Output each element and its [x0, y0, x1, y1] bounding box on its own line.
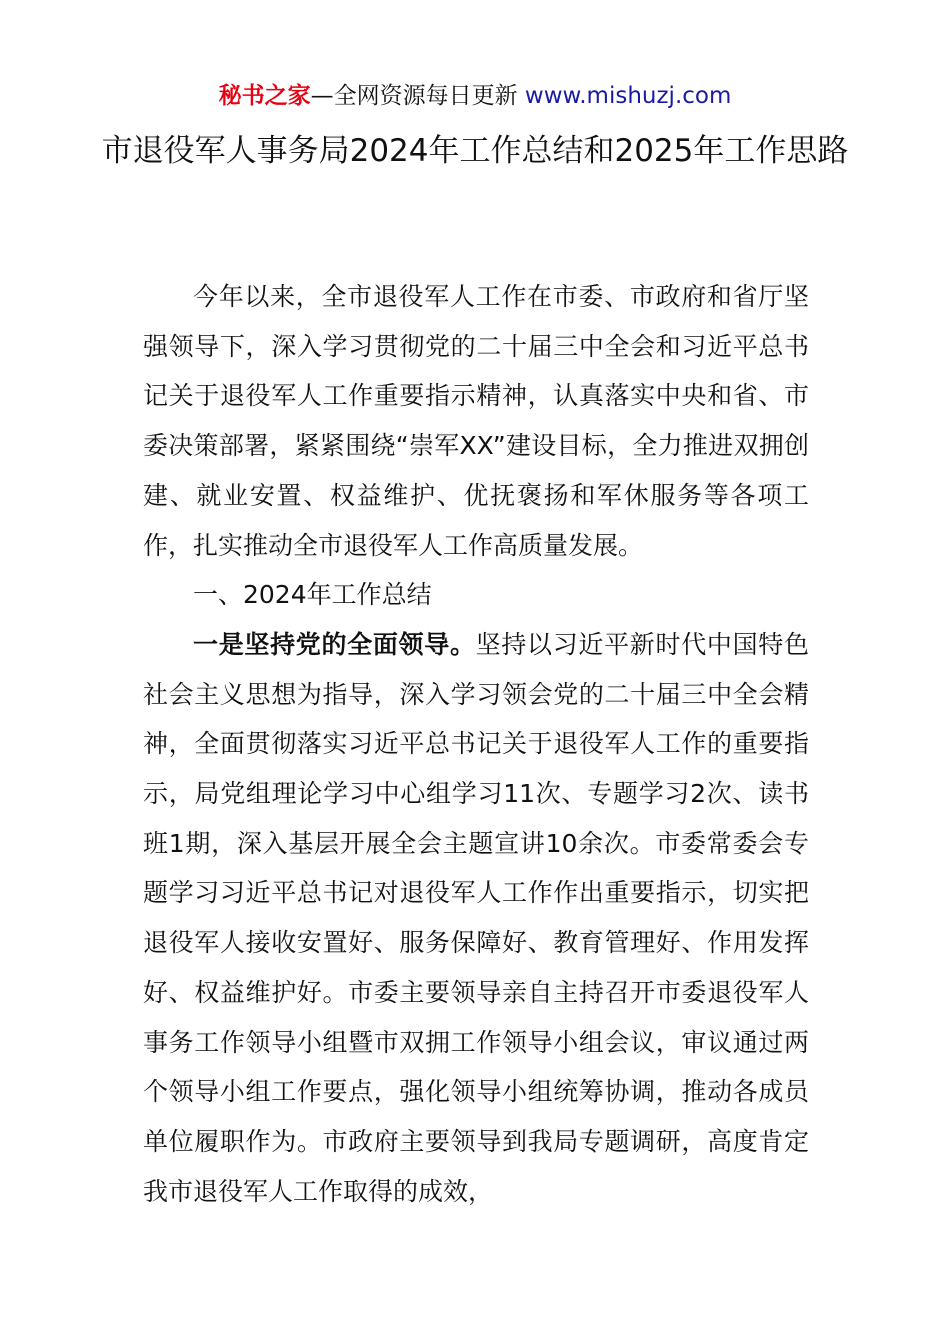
brand-name: 秘书之家 [218, 83, 311, 109]
point-paragraph [143, 620, 809, 1216]
document-body [143, 272, 809, 1216]
header-url[interactable]: www.mishuzj.com [524, 83, 732, 109]
point-text: 坚持以习近平新时代中国特色社会主义思想为指导，深入学习领会党的二十届三中全会精神，全面贯彻落实习近平总书记关于退役军人工作的重要指示，局党组理论学习中心组学习11次、专题学习2次、读书班1期，深入基层开展全会主题宣讲10余次。市委常委会专题学习习近平总书记对退役军人工作作出重要指示，切实把退役军人接收安置好、服务保障好、教育管理好、作用发挥好、权益维护好。市委主要领导亲自主持召开市委退役军人事务工作领导小组暨市双拥工作领导小组会议，审议通过两个领导小组工作要点，强化领导小组统筹协调，推动各成员单位履职作为。市政府主要领导到我局专题调研，高度肯定我市退役军人工作取得的成效， [143, 629, 809, 1206]
watermark-header [0, 80, 950, 112]
document-title: 市退役军人事务局2024年工作总结和2025年工作思路 [101, 133, 849, 169]
header-tagline: —全网资源每日更新 [310, 83, 525, 109]
point-lead: 一是坚持党的全面领导。 [193, 629, 476, 659]
intro-paragraph: 今年以来，全市退役军人工作在市委、市政府和省厅坚强领导下，深入学习贯彻党的二十届三中全会和习近平总书记关于退役军人工作重要指示精神，认真落实中央和省、市委决策部署，紧紧围绕“崇军XX”建设目标，全力推进双拥创建、就业安置、权益维护、优抚褒扬和军休服务等各项工作，扎实推动全市退役军人工作高质量发展。 [143, 282, 809, 560]
section-heading: 一、2024年工作总结 [193, 580, 432, 610]
